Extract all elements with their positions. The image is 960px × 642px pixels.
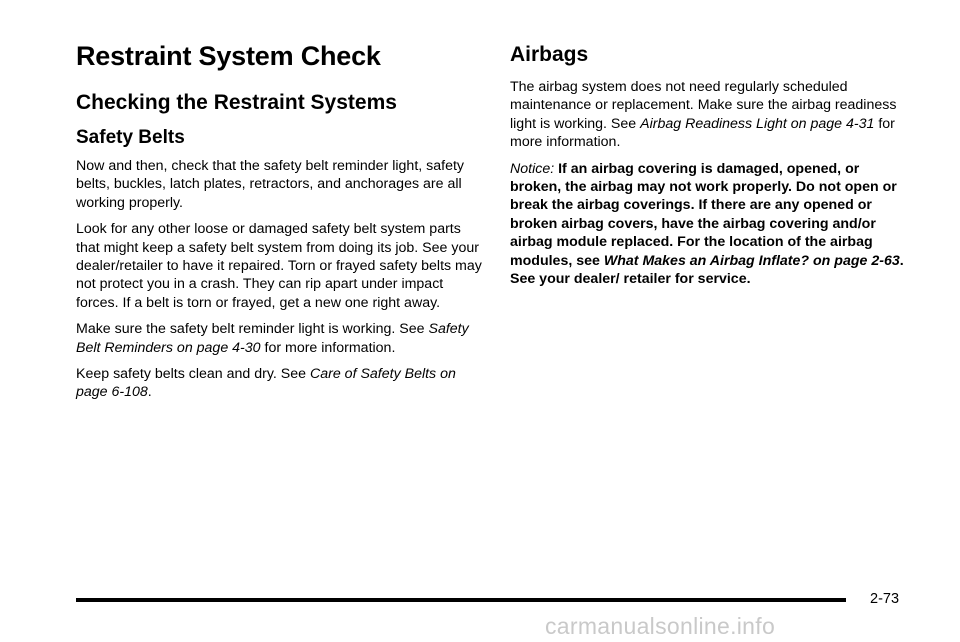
paragraph-check-belts: Now and then, check that the safety belt reminder light, safety belts, buckles, latch plates, retractors, and anchorages are all working properly. (76, 158, 465, 211)
paragraph-text: The airbag system does not need regularly scheduled maintenance or replacement. Make sure the airbag readiness light is working. See (510, 79, 897, 132)
paragraph-damaged-parts: Look for any other loose or damaged safety belt system parts that might keep a safety belt system from doing its job. See your dealer/retailer to have it repaired. Torn or frayed safety belts may not protect you in a crash. They can rip apart under impact forces. If a belt is torn or frayed, get a new one right away. (76, 221, 482, 311)
xref-airbag-readiness-light[interactable]: Airbag Readiness Light on page 4‑31 (640, 115, 875, 132)
xref-care-of-safety-belts[interactable]: Care of Safety Belts on page 6‑108 (76, 366, 456, 401)
paragraph-text: for more information. (260, 339, 396, 356)
paragraph-airbag-maintenance (510, 78, 914, 152)
notice-paragraph (510, 160, 914, 289)
xref-safety-belt-reminders[interactable]: Safety Belt Reminders on page 4‑30 (76, 321, 469, 356)
subsection-title-safety-belts: Safety Belts (76, 127, 185, 148)
footer-rule (76, 598, 846, 602)
right-column (510, 42, 914, 296)
paragraph-clean-dry (76, 365, 484, 402)
paragraph-text: Keep safety belts clean and dry. See (76, 366, 310, 383)
section-title-airbags: Airbags (510, 43, 589, 66)
notice-text: If an airbag covering is damaged, opened, or broken, the airbag may not work properly. Do not open or break the airbag coverings. If there are any opened or broken airbag covers, have the airbag covering and/or airbag module replaced. For the location of the airbag modules, see (510, 160, 897, 269)
paragraph-text: Make sure the safety belt reminder light is working. See (76, 321, 429, 338)
notice-tail: . See your dealer/ retailer for service. (510, 252, 904, 288)
page-title: Restraint System Check (76, 41, 381, 71)
paragraph-reminder-light (76, 320, 484, 357)
section-title-checking: Checking the Restraint Systems (76, 91, 397, 114)
watermark: carmanualsonline.info (545, 613, 776, 639)
paragraph-text: for more information. (510, 115, 895, 151)
left-column (76, 40, 484, 410)
paragraph-text: . (147, 384, 152, 401)
page-number: 2-73 (870, 591, 900, 607)
xref-what-makes-airbag-inflate[interactable]: What Makes an Airbag Inflate? on page 2‑63 (603, 252, 900, 269)
notice-label: Notice: (510, 160, 555, 177)
